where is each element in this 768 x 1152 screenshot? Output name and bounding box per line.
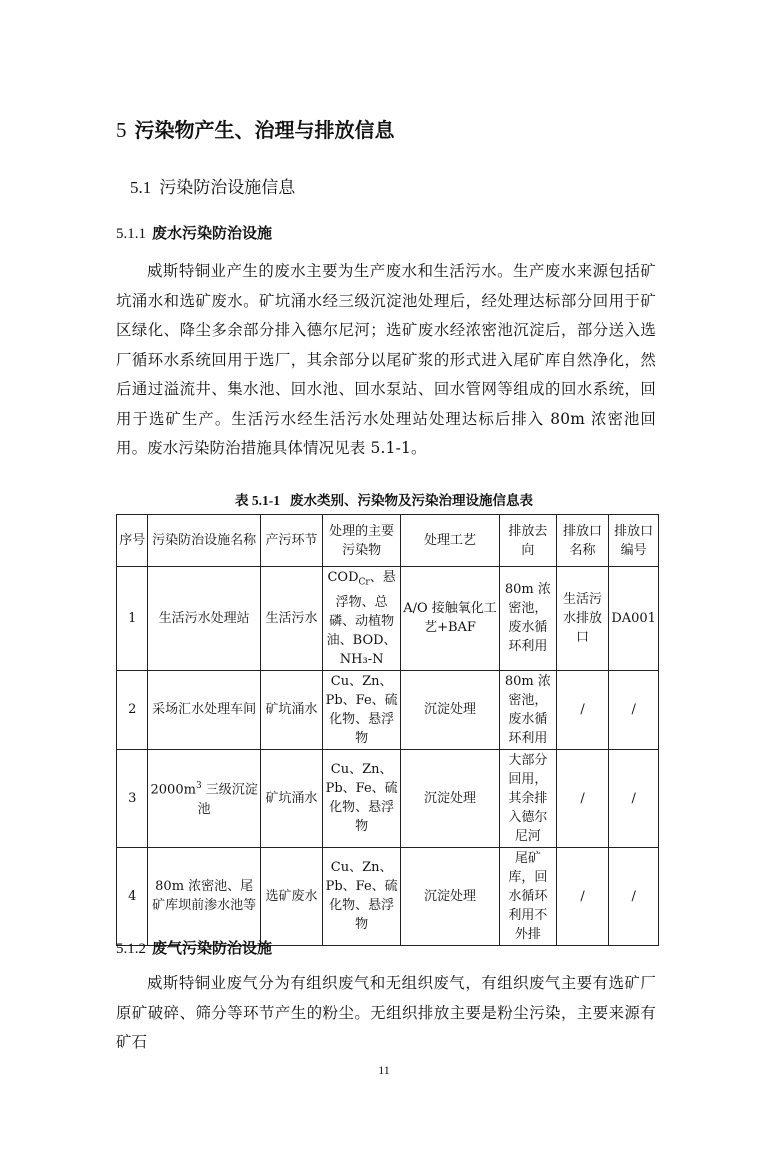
subsubsection-heading-wastewater bbox=[116, 222, 272, 243]
header-cell: 排放口编号 bbox=[609, 515, 659, 567]
table-row bbox=[117, 670, 659, 749]
header-cell: 排放去向 bbox=[499, 515, 556, 567]
table-row bbox=[117, 749, 659, 847]
cell-process: 沉淀处理 bbox=[401, 847, 500, 945]
cell-outlet-code: / bbox=[609, 749, 659, 847]
cell-source: 选矿废水 bbox=[260, 847, 322, 945]
cell-destination: 80m 浓密池，废水循环利用 bbox=[499, 670, 556, 749]
table-caption-number: 表 5.1-1 bbox=[235, 493, 280, 508]
cell-no: 3 bbox=[117, 749, 148, 847]
cell-facility: 80m 浓密池、尾矿库坝前渗水池等 bbox=[148, 847, 261, 945]
cell-process: 沉淀处理 bbox=[401, 749, 500, 847]
facility-superscript: 3 bbox=[195, 781, 202, 792]
facility-volume: 2000m bbox=[150, 782, 196, 798]
page-number: 11 bbox=[378, 1063, 390, 1077]
cell-pollutants bbox=[323, 567, 401, 671]
subsubsection-heading-exhaust bbox=[116, 937, 272, 958]
subsubsection-title: 废水污染防治设施 bbox=[152, 224, 273, 242]
cell-outlet-code: DA001 bbox=[609, 567, 659, 671]
cell-source: 生活污水 bbox=[260, 567, 322, 671]
header-cell: 处理工艺 bbox=[401, 515, 500, 567]
cell-destination: 大部分回用，其余排入德尔尼河 bbox=[499, 749, 556, 847]
pollutants-rest: 、悬浮物、总磷、动植物油、BOD、NH₃-N bbox=[326, 570, 397, 667]
facility-rest: 三级沉淀池 bbox=[197, 782, 258, 817]
section-title: 污染物产生、治理与排放信息 bbox=[134, 118, 395, 142]
cell-outlet-name: / bbox=[556, 847, 608, 945]
subsection-heading bbox=[130, 173, 295, 198]
cell-outlet-code: / bbox=[609, 847, 659, 945]
table-caption bbox=[0, 489, 768, 509]
cell-source: 矿坑涌水 bbox=[260, 749, 322, 847]
cell-outlet-name: 生活污水排放口 bbox=[556, 567, 608, 671]
cell-outlet-code: / bbox=[609, 670, 659, 749]
cell-pollutants: Cu、Zn、Pb、Fe、硫化物、悬浮物 bbox=[323, 847, 401, 945]
cell-facility: 采场汇水处理车间 bbox=[148, 670, 261, 749]
wastewater-paragraph: 威斯特铜业产生的废水主要为生产废水和生活污水。生产废水来源包括矿坑涌水和选矿废水。矿坑涌水经三级沉淀池处理后，经处理达标部分回用于矿区绿化、降尘多余部分排入德尔尼河；选矿废水经浓密池沉淀后，部分送入选厂循环水系统回用于选厂，其余部分以尾矿浆的形式进入尾矿库自然净化，然后通过溢流井、集水池、回水池、回水泵站、回水管网等组成的回水系统，回用于选矿生产。生活污水经生活污水处理站处理达标后排入 80m 浓密池回用。废水污染防治措施具体情况见表 5.1-1。 bbox=[116, 262, 656, 457]
header-cell: 序号 bbox=[117, 515, 148, 567]
subsection-title: 污染防治设施信息 bbox=[159, 178, 296, 198]
cell-facility bbox=[148, 749, 261, 847]
wastewater-facilities-table bbox=[116, 514, 659, 946]
table-caption-text: 废水类别、污染物及污染治理设施信息表 bbox=[290, 493, 533, 509]
subsection-number: 5.1 bbox=[130, 178, 152, 197]
header-cell: 排放口名称 bbox=[556, 515, 608, 567]
cell-outlet-name: / bbox=[556, 749, 608, 847]
cell-no: 2 bbox=[117, 670, 148, 749]
cell-pollutants: Cu、Zn、Pb、Fe、硫化物、悬浮物 bbox=[323, 749, 401, 847]
table-header-row bbox=[117, 515, 659, 567]
exhaust-paragraph: 威斯特铜业废气分为有组织废气和无组织废气，有组织废气主要有选矿厂原矿破碎、筛分等环节产生的粉尘。无组织排放主要是粉尘污染，主要来源有矿石 bbox=[116, 974, 656, 1051]
cell-source: 矿坑涌水 bbox=[260, 670, 322, 749]
subsubsection-number: 5.1.2 bbox=[116, 941, 146, 957]
subsubsection-title: 废气污染防治设施 bbox=[152, 939, 273, 957]
cell-process: 沉淀处理 bbox=[401, 670, 500, 749]
cell-no: 4 bbox=[117, 847, 148, 945]
cod-text: COD bbox=[327, 570, 359, 585]
cod-subscript: Cr bbox=[358, 577, 370, 588]
section-heading bbox=[116, 114, 395, 143]
cell-destination: 尾矿库，回水循环利用不外排 bbox=[499, 847, 556, 945]
section-number: 5 bbox=[116, 118, 127, 142]
cell-no: 1 bbox=[117, 567, 148, 671]
table-row bbox=[117, 847, 659, 945]
header-cell: 污染防治设施名称 bbox=[148, 515, 261, 567]
cell-destination: 80m 浓密池，废水循环利用 bbox=[499, 567, 556, 671]
header-cell: 处理的主要污染物 bbox=[323, 515, 401, 567]
header-cell: 产污环节 bbox=[260, 515, 322, 567]
cell-process: A/O 接触氧化工艺+BAF bbox=[401, 567, 500, 671]
table-row bbox=[117, 567, 659, 671]
cell-facility: 生活污水处理站 bbox=[148, 567, 261, 671]
subsubsection-number: 5.1.1 bbox=[116, 226, 146, 242]
cell-pollutants: Cu、Zn、Pb、Fe、硫化物、悬浮物 bbox=[323, 670, 401, 749]
cell-outlet-name: / bbox=[556, 670, 608, 749]
